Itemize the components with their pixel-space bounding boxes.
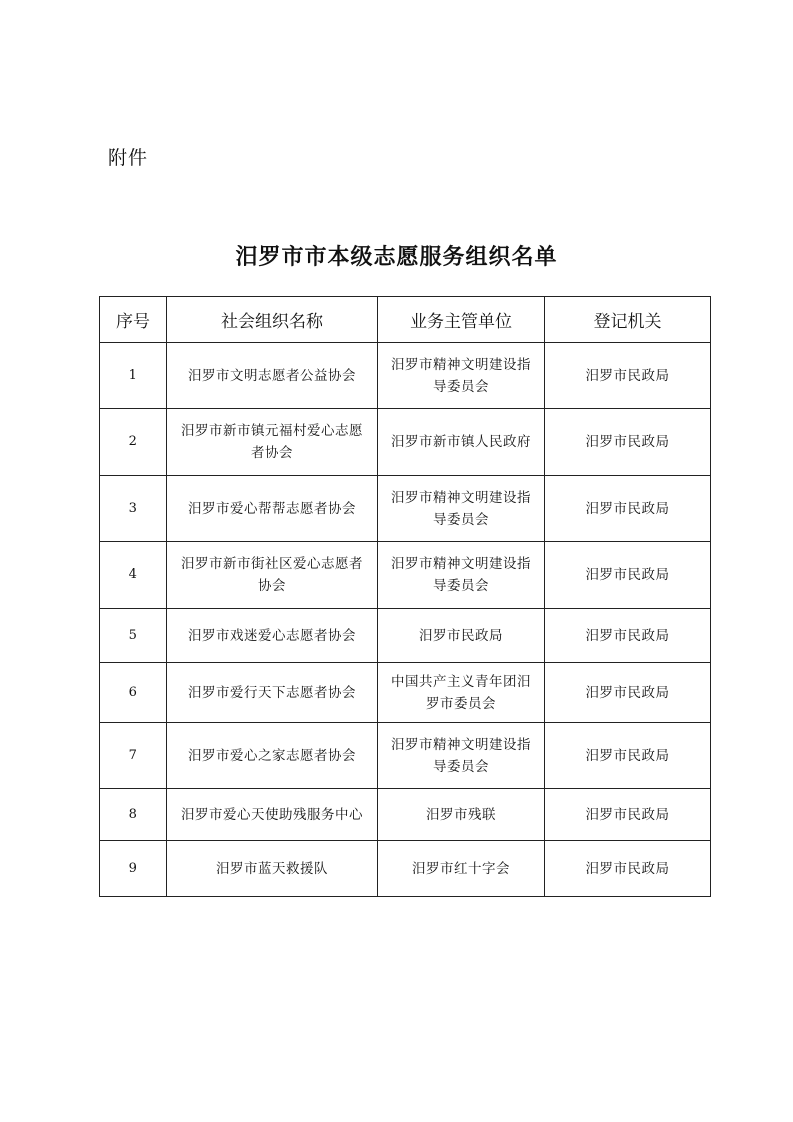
row-number: 6 <box>100 663 167 723</box>
registration-authority: 汨罗市民政局 <box>545 663 711 723</box>
organization-name: 汨罗市蓝天救援队 <box>167 841 378 897</box>
row-number: 8 <box>100 789 167 841</box>
organization-name: 汨罗市爱行天下志愿者协会 <box>167 663 378 723</box>
column-header-supervisor: 业务主管单位 <box>378 297 545 343</box>
registration-authority: 汨罗市民政局 <box>545 609 711 663</box>
organization-name: 汨罗市文明志愿者公益协会 <box>167 343 378 409</box>
document-title: 汨罗市市本级志愿服务组织名单 <box>235 245 558 270</box>
table-row <box>100 476 711 542</box>
supervisor-unit: 汨罗市精神文明建设指导委员会 <box>378 343 545 409</box>
column-header-number: 序号 <box>100 297 167 343</box>
registration-authority: 汨罗市民政局 <box>545 343 711 409</box>
row-number: 9 <box>100 841 167 897</box>
table-row <box>100 723 711 789</box>
supervisor-unit: 汨罗市红十字会 <box>378 841 545 897</box>
registration-authority: 汨罗市民政局 <box>545 476 711 542</box>
attachment-label: 附件 <box>108 147 149 169</box>
table-row <box>100 789 711 841</box>
row-number: 5 <box>100 609 167 663</box>
table-header-row <box>100 297 711 343</box>
table-row <box>100 343 711 409</box>
row-number: 4 <box>100 542 167 609</box>
organization-name: 汨罗市爱心天使助残服务中心 <box>167 789 378 841</box>
row-number: 7 <box>100 723 167 789</box>
supervisor-unit: 汨罗市精神文明建设指导委员会 <box>378 542 545 609</box>
registration-authority: 汨罗市民政局 <box>545 542 711 609</box>
supervisor-unit: 汨罗市民政局 <box>378 609 545 663</box>
table-row <box>100 409 711 476</box>
table-row <box>100 542 711 609</box>
row-number: 1 <box>100 343 167 409</box>
column-header-organization-name: 社会组织名称 <box>167 297 378 343</box>
registration-authority: 汨罗市民政局 <box>545 723 711 789</box>
supervisor-unit: 中国共产主义青年团汨罗市委员会 <box>378 663 545 723</box>
row-number: 2 <box>100 409 167 476</box>
table-row <box>100 663 711 723</box>
organization-table <box>99 296 711 897</box>
organization-name: 汨罗市戏迷爱心志愿者协会 <box>167 609 378 663</box>
registration-authority: 汨罗市民政局 <box>545 841 711 897</box>
organization-name: 汨罗市爱心之家志愿者协会 <box>167 723 378 789</box>
supervisor-unit: 汨罗市新市镇人民政府 <box>378 409 545 476</box>
table-row <box>100 609 711 663</box>
registration-authority: 汨罗市民政局 <box>545 789 711 841</box>
row-number: 3 <box>100 476 167 542</box>
column-header-registrar: 登记机关 <box>545 297 711 343</box>
organization-name: 汨罗市爱心帮帮志愿者协会 <box>167 476 378 542</box>
organization-name: 汨罗市新市镇元福村爱心志愿者协会 <box>167 409 378 476</box>
supervisor-unit: 汨罗市精神文明建设指导委员会 <box>378 723 545 789</box>
organization-name: 汨罗市新市街社区爱心志愿者协会 <box>167 542 378 609</box>
table-row <box>100 841 711 897</box>
supervisor-unit: 汨罗市残联 <box>378 789 545 841</box>
supervisor-unit: 汨罗市精神文明建设指导委员会 <box>378 476 545 542</box>
registration-authority: 汨罗市民政局 <box>545 409 711 476</box>
